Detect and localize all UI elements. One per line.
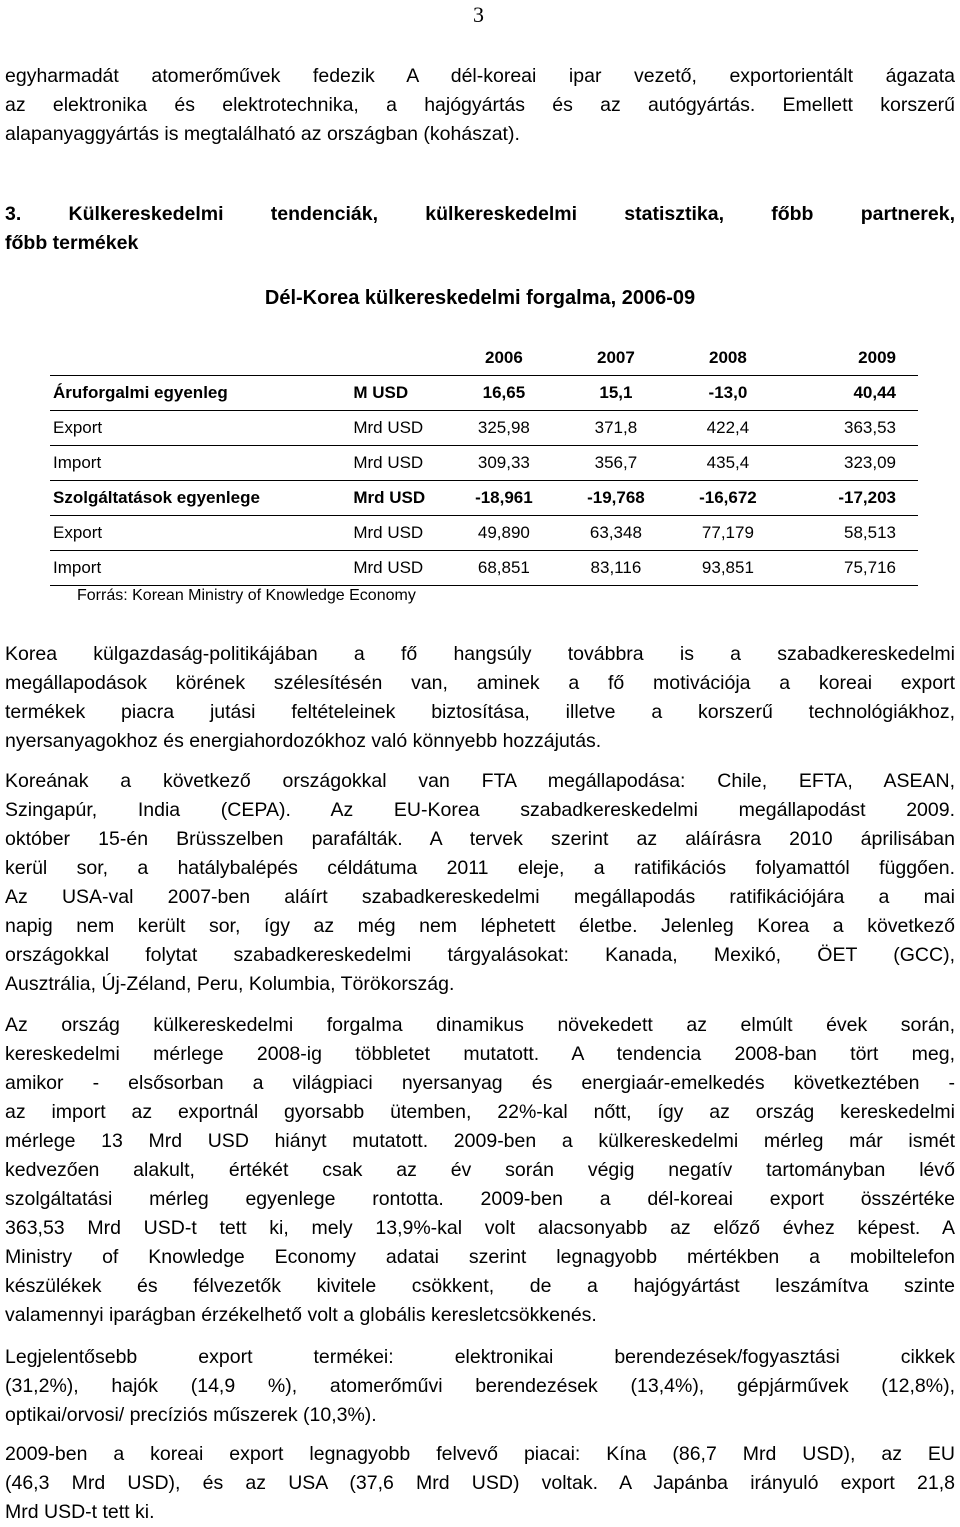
text-line: Ministry of Knowledge Economy adatai szerint legnagyobb mértékben a mobiltelefon (5, 1246, 955, 1268)
row-label: Szolgáltatások egyenlege (53, 488, 260, 507)
text-line: Korea külgazdaság-politikájában a fő hangsúly továbbra is a szabadkereskedelmi (5, 643, 955, 665)
row-label: Áruforgalmi egyenleg (53, 383, 228, 402)
text-line: (46,3 Mrd USD), és az USA (37,6 Mrd USD) voltak. A Japánba irányuló export 21,8 (5, 1472, 955, 1494)
page-number: 3 (473, 2, 484, 27)
cell-value: 323,09 (844, 453, 896, 472)
text-line: Szingapúr, India (CEPA). Az EU-Korea szabadkereskedelmi megállapodást 2009. (5, 799, 955, 821)
row-unit: Mrd USD (353, 453, 424, 472)
year-header: 2006 (484, 348, 523, 367)
row-label: Export (53, 418, 103, 437)
text-line: megállapodások körének szélesítésén van, aminek a fő motivációja a koreai export (5, 672, 955, 694)
row-unit: Mrd USD (353, 488, 426, 507)
row-unit: Mrd USD (353, 418, 424, 437)
text-line: Legjelentősebb export termékei: elektronikai berendezések/fogyasztási cikkek (5, 1346, 955, 1368)
paragraph-export-products (5, 1343, 955, 1430)
cell-value: 16,65 (482, 383, 526, 402)
table-row (50, 376, 918, 411)
text-line: nyersanyagokhoz és energiahordozókhoz való könnyebb hozzájutás. (5, 730, 602, 752)
row-unit: Mrd USD (353, 558, 424, 577)
text-line: október 15-én Brüsszelben parafálták. A tervek szerint az aláírásra 2010 áprilisában (5, 828, 955, 850)
intro-paragraph (5, 62, 955, 149)
cell-value: 77,179 (701, 523, 754, 542)
cell-value: -13,0 (708, 383, 748, 402)
text-line: az elektronika és elektrotechnika, a hajógyártás és az autógyártás. Emellett korszerű (5, 94, 955, 116)
table-header-row (50, 341, 918, 376)
cell-value: -19,768 (587, 488, 645, 507)
heading-line: 3. Külkereskedelmi tendenciák, külkereskedelmi statisztika, főbb partnerek, (5, 203, 955, 225)
text-line: napig nem került sor, így az még nem léphetett életbe. Jelenleg Korea a következő (5, 915, 955, 937)
cell-value: 75,716 (844, 558, 896, 577)
text-line: kedvezően alakult, értékét csak az év során végig negatív tartományban lévő (5, 1159, 955, 1181)
text-line: az import az exportnál gyorsabb ütemben, 22%-kal nőtt, így az ország kereskedelmi (5, 1101, 955, 1123)
text-line: Az ország külkereskedelmi forgalma dinamikus növekedett az elmúlt évek során, (5, 1014, 955, 1036)
row-label: Import (53, 558, 102, 577)
paragraph-export-markets (5, 1440, 955, 1527)
year-header: 2007 (597, 348, 635, 367)
text-line: Ausztrália, Új-Zéland, Peru, Kolumbia, Törökország. (5, 973, 455, 995)
row-unit: Mrd USD (353, 523, 424, 542)
text-line: Az USA-val 2007-ben aláírt szabadkereskedelmi megállapodás ratifikációjára a mai (5, 886, 955, 908)
cell-value: -16,672 (699, 488, 757, 507)
text-line: (31,2%), hajók (14,9 %), atomerőművi berendezések (13,4%), gépjárművek (12,8%), (5, 1375, 955, 1397)
row-unit: M USD (353, 383, 409, 402)
text-line: Koreának a következő országokkal van FTA megállapodása: Chile, EFTA, ASEAN, (5, 770, 955, 792)
cell-value: -18,961 (475, 488, 533, 507)
text-line: készülékek és félvezetők kivitele csökkent, de a hajógyártást leszámítva szinte (5, 1275, 955, 1297)
section-heading (5, 200, 955, 258)
cell-value: 15,1 (599, 383, 633, 402)
text-line: amikor - elsősorban a világpiaci nyersanyag és energiaár-emelkedés következtében - (5, 1072, 955, 1094)
cell-value: 83,116 (590, 558, 642, 577)
table-row (50, 411, 918, 446)
text-line: alapanyaggyártás is megtalálható az országban (kohászat). (5, 123, 520, 145)
paragraph-fta-agreements (5, 767, 955, 999)
cell-value: 325,98 (477, 418, 530, 437)
text-line: országokkal folytat szabadkereskedelmi tárgyalásokat: Kanada, Mexikó, ÖET (GCC), (5, 944, 955, 966)
cell-value: 93,851 (701, 558, 754, 577)
table-source: Forrás: Korean Ministry of Knowledge Economy (77, 587, 416, 604)
cell-value: -17,203 (838, 488, 896, 507)
text-line: kerül sor, a hatálybalépés céldátuma 2011 eleje, a ratifikációs folyamattól függően. (5, 857, 955, 879)
text-line: Mrd USD-t tett ki. (5, 1501, 155, 1523)
cell-value: 309,33 (477, 453, 530, 472)
cell-value: 422,4 (706, 418, 750, 437)
cell-value: 356,7 (594, 453, 638, 472)
text-line: mérlege 13 Mrd USD hiányt mutatott. 2009-ben a külkereskedelmi mérleg már ismét (5, 1130, 955, 1152)
cell-value: 68,851 (477, 558, 530, 577)
text-line: 2009-ben a koreai export legnagyobb felvevő piacai: Kína (86,7 Mrd USD), az EU (5, 1443, 955, 1465)
table-row (50, 481, 918, 516)
text-line: optikai/orvosi/ precíziós műszerek (10,3%). (5, 1404, 377, 1426)
text-line: 363,53 Mrd USD-t tett ki, mely 13,9%-kal volt alacsonyabb az előző évhez képest. A (5, 1217, 955, 1239)
text-line: szolgáltatási mérleg egyenlege rontotta. 2009-ben a dél-koreai export összértéke (5, 1188, 955, 1210)
paragraph-trade-balance (5, 1011, 955, 1330)
cell-value: 63,348 (589, 523, 642, 542)
paragraph-fta-policy (5, 640, 955, 756)
text-line: termékek piacra jutási feltételeinek biztosítása, illetve a korszerű technológiákhoz, (5, 701, 955, 723)
cell-value: 363,53 (844, 418, 896, 437)
table-row (50, 446, 918, 481)
year-header: 2008 (709, 348, 747, 367)
year-header: 2009 (858, 348, 896, 367)
text-line: kereskedelmi mérlege 2008-ig többletet mutatott. A tendencia 2008-ban tört meg, (5, 1043, 955, 1065)
cell-value: 371,8 (594, 418, 638, 437)
row-label: Import (53, 453, 102, 472)
trade-table (50, 341, 918, 586)
cell-value: 58,513 (844, 523, 896, 542)
cell-value: 49,890 (477, 523, 530, 542)
cell-value: 435,4 (706, 453, 750, 472)
table-row (50, 551, 918, 586)
table-row (50, 516, 918, 551)
row-label: Export (53, 523, 103, 542)
table-title: Dél-Korea külkereskedelmi forgalma, 2006-09 (264, 287, 696, 309)
cell-value: 40,44 (853, 383, 896, 402)
text-line: valamennyi iparágban érzékelhető volt a globális keresletcsökkenés. (5, 1304, 597, 1326)
heading-line: főbb termékek (5, 232, 139, 254)
text-line: egyharmadát atomerőművek fedezik A dél-koreai ipar vezető, exportorientált ágazata (5, 65, 955, 87)
